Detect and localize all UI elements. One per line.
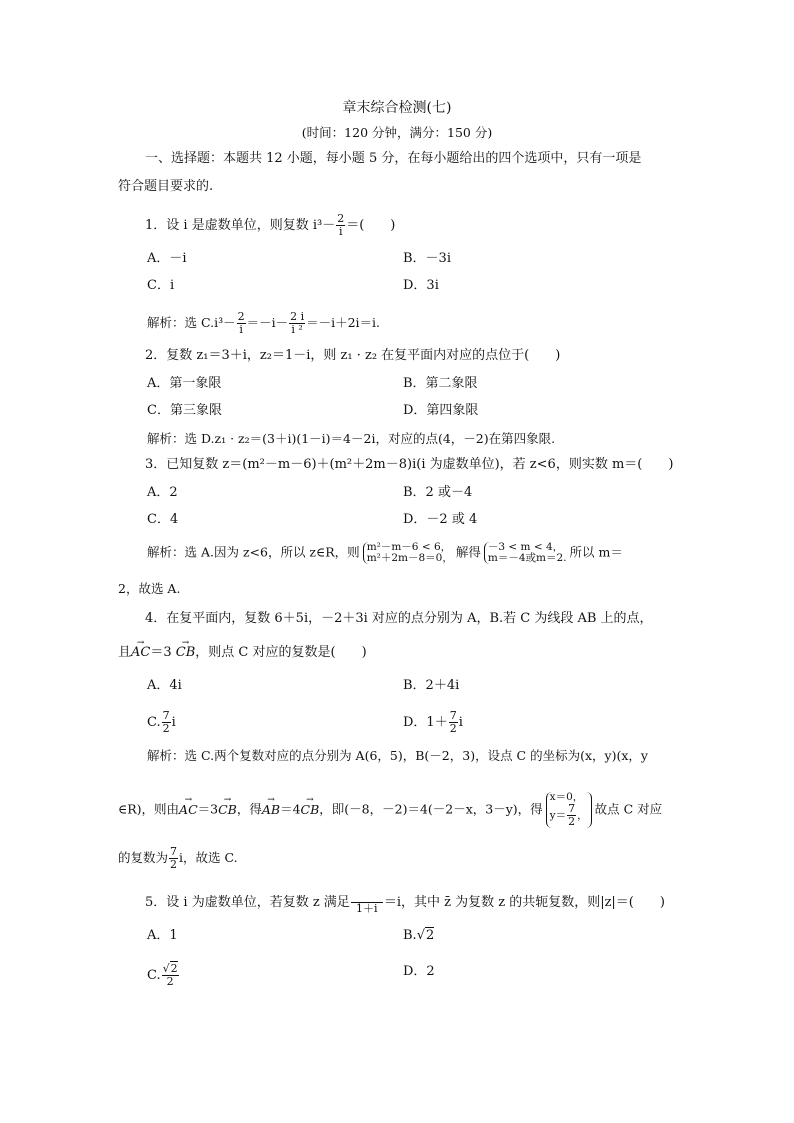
q4-sol-l3-pre: 的复数为 — [118, 850, 169, 865]
q1-stem-pre: 1．设 i 是虚数单位，则复数 i³－ — [145, 218, 336, 233]
q4-system — [546, 792, 592, 828]
q4-sys-line1: x＝0， — [549, 791, 584, 803]
q3-system-1 — [363, 542, 453, 564]
q4-sys-line2 — [550, 803, 588, 828]
q4-opt-c-frac — [162, 710, 171, 735]
section-intro-line1: 一、选择题：本题共 12 小题，每小题 5 分，在每小题给出的四个选项中，只有一项是 — [145, 151, 642, 166]
q5-opt-c-den: 2 — [166, 975, 174, 988]
q4-sys-den: 2 — [568, 815, 576, 828]
q4-sol-vector-ab: → AB — [262, 801, 280, 819]
question-1-stem — [145, 213, 395, 238]
q4-sol-l2-c: ，得 — [236, 801, 262, 817]
q2-solution: 解析：选 D.z₁ · z₂＝(3＋i)(1－i)＝4－2i，对应的点(4，－2)在第四象限. — [147, 431, 556, 446]
q5-option-b — [403, 927, 434, 945]
q2-option-c: C．第三象限 — [147, 403, 222, 418]
q4-sys-l2-post: ， — [577, 809, 588, 822]
q3-sys2-line1: －3 < m < 4， — [487, 541, 564, 553]
q4-stem-l2-pre: 且 — [118, 645, 132, 660]
q1-sol-pre: 解析：选 C.i³－ — [147, 315, 236, 330]
q1-sol-mid: ＝－i－ — [246, 315, 289, 330]
q4-sys-frac — [567, 803, 576, 828]
page-title: 章末综合检测(七) — [342, 100, 452, 116]
q2-option-d: D．第四象限 — [403, 403, 479, 418]
q1-stem-post: ＝( ) — [346, 218, 396, 233]
q1-frac-num: 2 — [337, 212, 345, 225]
q4-stem-l2-post: ，则点 C 对应的复数是( ) — [195, 645, 367, 660]
q4-sol-l3-frac — [169, 846, 178, 871]
q1-sol-frac2-den: i ² — [291, 323, 303, 336]
q4-sol-l3-post: i，故选 C. — [179, 850, 238, 865]
section-intro-line2: 符合题目要求的. — [118, 179, 214, 194]
q4-sol-l2-d: ＝4 — [280, 801, 301, 817]
q2-option-a: A．第一象限 — [147, 376, 222, 391]
q3-sol-pre: 解析：选 A.因为 z<6，所以 z∈R，则 — [147, 544, 360, 560]
q4-vector-cb: → CB — [176, 644, 196, 662]
q4-eq3: ＝3 — [150, 645, 172, 660]
q4-sol-vector-cb: → CB — [218, 801, 237, 819]
q1-option-c: C．i — [147, 278, 175, 293]
q4-sys-l2-pre: y＝ — [549, 809, 567, 822]
q4-option-c — [147, 710, 176, 735]
q4-option-a: A．4i — [147, 678, 182, 693]
q4-opt-c-post: i — [171, 715, 176, 730]
q1-option-a: A．－i — [147, 251, 187, 266]
q1-sol-frac2-num: 2 i — [290, 310, 305, 323]
q1-sol-frac1 — [237, 311, 246, 336]
q4-opt-d-num: 7 — [449, 709, 457, 722]
q4-solution-line1: 解析：选 C.两个复数对应的点分别为 A(6，5)，B(－2，3)，设点 C 的坐标为(x，y)(x，y — [147, 748, 648, 763]
q5-opt-c-pre: C. — [147, 968, 161, 983]
q5-frac-den: 1＋i — [356, 902, 378, 915]
q4-sol-l2-b: ＝3 — [197, 801, 219, 817]
q4-opt-c-pre: C. — [147, 715, 161, 730]
q4-solution-line2 — [118, 792, 662, 828]
q5-option-c — [147, 963, 180, 988]
q4-opt-c-den: 2 — [162, 722, 170, 735]
q4-opt-c-num: 7 — [162, 709, 170, 722]
q5-fraction — [351, 890, 383, 915]
q5-option-d: D．2 — [403, 964, 435, 979]
q3-solution-line2: 2，故选 A. — [118, 581, 181, 596]
sqrt-symbol: √ — [416, 928, 425, 943]
q1-sol-frac1-den: i — [239, 323, 243, 336]
q4-solution-line3 — [118, 846, 238, 871]
q1-sol-frac1-num: 2 — [237, 310, 245, 323]
q4-sol-l2-f: 故点 C 对应 — [594, 801, 663, 817]
q3-sys1-line2: m²＋2m－8＝0， — [366, 552, 453, 564]
q1-sol-post: ＝－i＋2i＝i. — [306, 315, 381, 330]
q1-option-d: D．3i — [403, 278, 439, 293]
page-subtitle: (时间：120 分钟，满分：150 分) — [301, 125, 493, 140]
q5-opt-c-num: √2 — [162, 962, 178, 975]
q1-frac-den: i — [338, 225, 343, 238]
q4-sys-num: 7 — [568, 802, 576, 815]
q4-sol-vector-cb-2: → CB — [301, 801, 320, 819]
q5-stem-pre: 5．设 i 为虚数单位，若复数 z 满足 — [145, 895, 350, 910]
q4-sol-l3-num: 7 — [170, 845, 178, 858]
q4-sol-l2-a: ∈R)，则由 — [118, 801, 180, 817]
q1-option-b: B．－3i — [403, 251, 451, 266]
question-5-stem — [145, 890, 665, 915]
q2-option-b: B．第二象限 — [403, 376, 478, 391]
q4-sol-l2-e: ，即(－8，－2)＝4(－2－x，3－y)，得 — [319, 801, 543, 817]
q1-solution — [147, 311, 380, 336]
question-3-stem: 3．已知复数 z＝(m²－m－6)＋(m²＋2m－8)i(i 为虚数单位)，若 z<6，则实数 m＝( ) — [145, 457, 674, 472]
q5-opt-c-radicand: 2 — [170, 962, 178, 975]
q5-opt-b-pre: B. — [403, 928, 417, 943]
q5-stem-post: ＝i，其中 z̄ 为复数 z 的共轭复数，则|z|＝( ) — [383, 895, 665, 910]
q4-option-b: B．2＋4i — [403, 678, 460, 693]
q4-vector-ac: → AC — [131, 644, 150, 662]
question-2-stem: 2．复数 z₁＝3＋i，z₂＝1－i，则 z₁ · z₂ 在复平面内对应的点位于( ) — [145, 348, 561, 363]
q4-opt-d-pre: D．1＋ — [403, 715, 448, 730]
q4-opt-d-frac — [449, 710, 458, 735]
q4-option-d — [403, 710, 463, 735]
q4-sol-vector-ac: → AC — [179, 801, 198, 819]
question-4-stem-line1: 4．在复平面内，复数 6＋5i，－2＋3i 对应的点分别为 A，B.若 C 为线段 AB 上的点， — [145, 611, 653, 626]
q3-option-b: B．2 或－4 — [403, 485, 473, 500]
question-4-stem-line2 — [118, 644, 367, 662]
q3-system-2 — [484, 542, 567, 564]
q3-solution — [147, 542, 623, 564]
q4-sol-l3-den: 2 — [170, 858, 178, 871]
q5-option-a: A．1 — [147, 928, 178, 943]
q3-sys2-line2: m＝－4或m＝2. — [487, 552, 567, 564]
q5-opt-b-radicand: 2 — [425, 928, 435, 943]
q4-opt-d-post: i — [458, 715, 463, 730]
q5-opt-c-frac — [162, 963, 179, 988]
q3-option-c: C．4 — [147, 512, 179, 527]
q3-sol-post: 所以 m＝ — [569, 544, 623, 560]
q4-opt-d-den: 2 — [449, 722, 457, 735]
q3-sys1-line1: m²－m－6 < 6， — [366, 541, 452, 553]
q3-sol-mid: 解得 — [455, 544, 481, 560]
q3-option-a: A．2 — [147, 485, 178, 500]
q3-option-d: D．－2 或 4 — [403, 512, 478, 527]
q1-sol-frac2 — [289, 311, 305, 336]
q1-fraction — [336, 213, 345, 238]
